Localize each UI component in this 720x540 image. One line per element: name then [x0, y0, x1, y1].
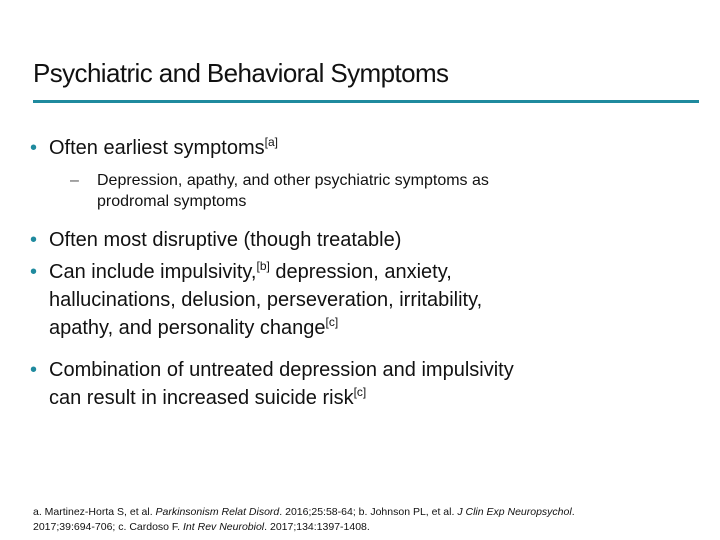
bullet-text: Often earliest symptoms[a]	[49, 135, 278, 159]
citation-superscript: [c]	[353, 385, 367, 399]
citation-superscript: [b]	[256, 259, 270, 273]
bullet-dot-icon: •	[30, 261, 38, 283]
references: a. Martinez-Horta S, et al. Parkinsonism Relat Disord. 2016;25:58-64; b. Johnson PL, et al. J Clin Exp Neuropsychol. 2017;39:694-706; c. Cardoso F. Int Rev Neurobiol. 2017;134:1397-1408.	[33, 506, 575, 533]
bullet-text: Often most disruptive (though treatable)	[49, 229, 402, 251]
slide-title: Psychiatric and Behavioral Symptoms	[33, 58, 449, 88]
citation-superscript: [a]	[264, 135, 278, 149]
dash-icon: –	[70, 172, 79, 189]
citation-superscript: [c]	[325, 315, 339, 329]
title-divider	[33, 100, 699, 103]
bullet-dot-icon: •	[30, 229, 38, 251]
bullet-dot-icon: •	[30, 137, 38, 159]
bullet-text: Can include impulsivity,[b] depression, anxiety, hallucinations, delusion, perseveration, irritability, apathy, and personality change[c]	[49, 259, 483, 339]
subbullet-text: Depression, apathy, and other psychiatric symptoms as prodromal symptoms	[97, 172, 489, 210]
bullet-text: Combination of untreated depression and impulsivity can result in increased suicide risk[c]	[49, 359, 514, 409]
bullet-dot-icon: •	[30, 359, 38, 381]
